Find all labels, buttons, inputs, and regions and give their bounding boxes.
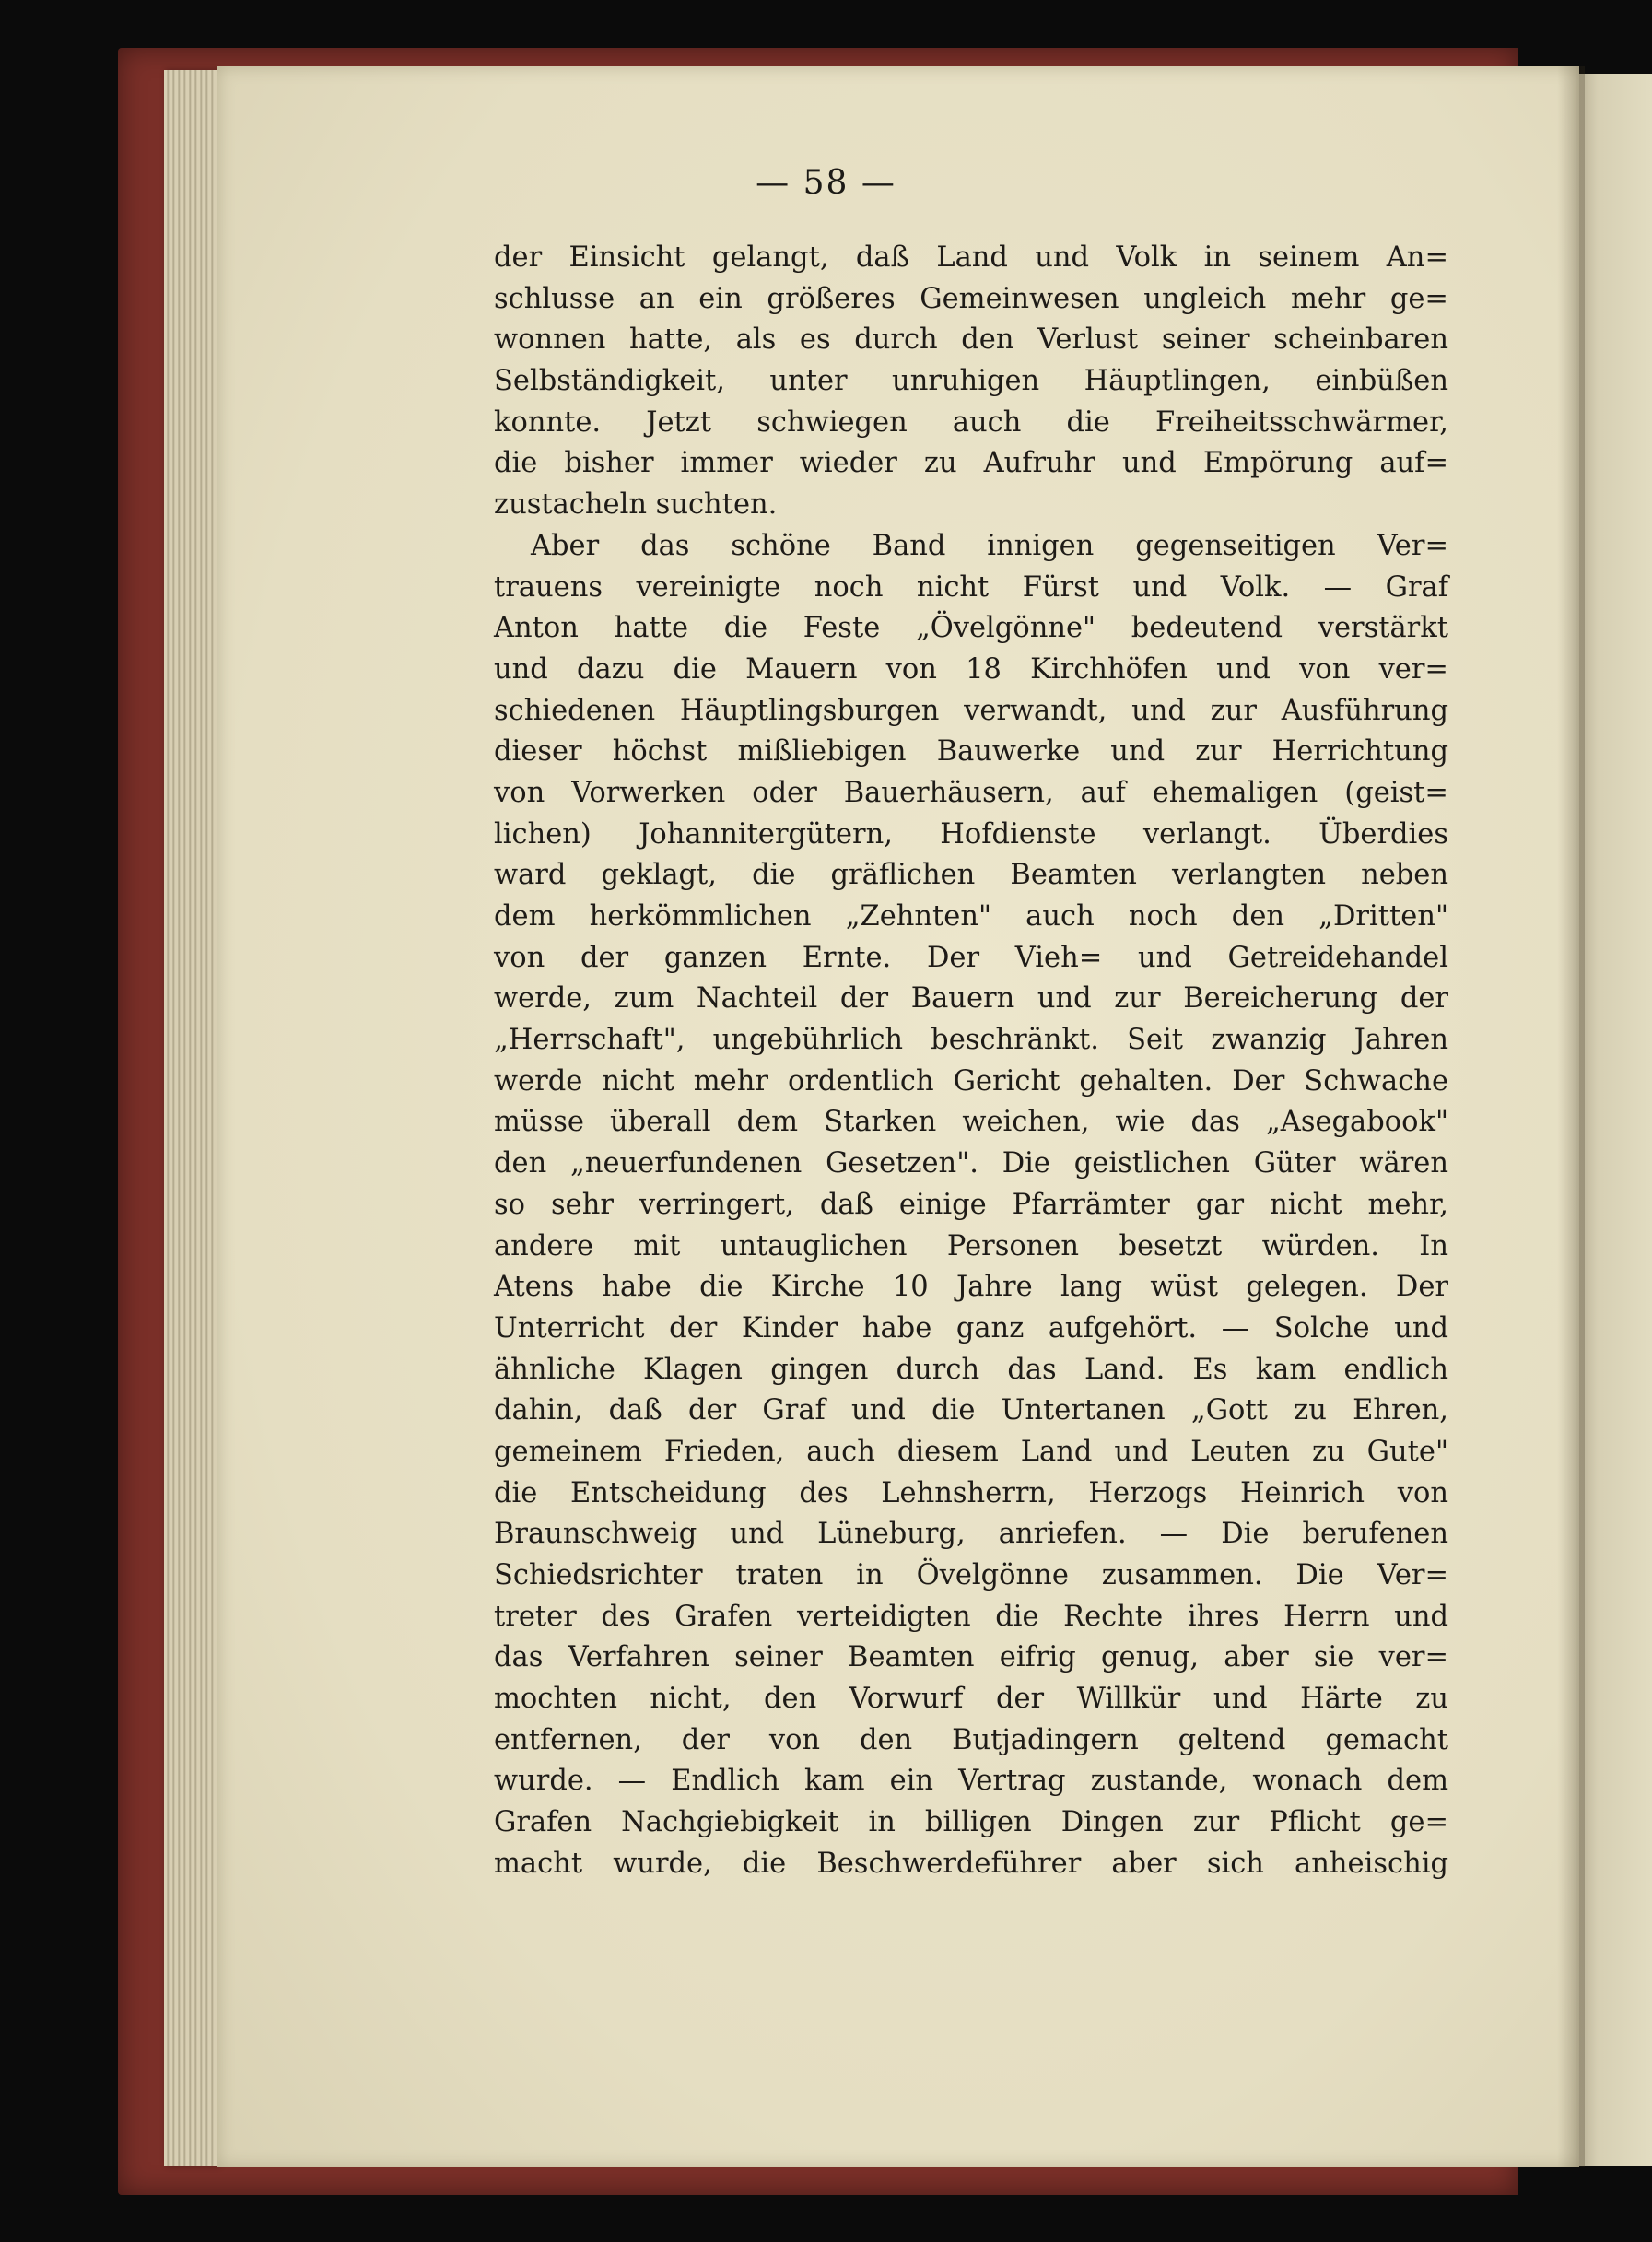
text-line: schlusse an ein größeres Gemeinwesen ungleich mehr ge= [494, 282, 1448, 315]
text-line: mochten nicht, den Vorwurf der Willkür und Härte zu [494, 1683, 1448, 1716]
text-line: ähnliche Klagen gingen durch das Land. Es kam endlich [494, 1353, 1448, 1386]
text-line: macht wurde, die Beschwerdeführer aber sich anheischig [494, 1847, 1448, 1880]
page-edges [164, 70, 219, 2166]
text-line: der Einsicht gelangt, daß Land und Volk in seinem An= [494, 241, 1448, 274]
body-text [494, 238, 1448, 1885]
text-line: dahin, daß der Graf und die Untertanen „Gott zu Ehren, [494, 1394, 1448, 1427]
text-line: trauens vereinigte noch nicht Fürst und Volk. — Graf [494, 570, 1448, 604]
text-line: wonnen hatte, als es durch den Verlust seiner scheinbaren [494, 323, 1448, 357]
text-line: den „neuerfundenen Gesetzen". Die geistlichen Güter wären [494, 1147, 1448, 1180]
text-line: dieser höchst mißliebigen Bauwerke und zur Herrichtung [494, 735, 1448, 769]
text-line: Schiedsrichter traten in Övelgönne zusammen. Die Ver= [494, 1559, 1448, 1591]
text-line: Selbständigkeit, unter unruhigen Häuptlingen, einbüßen [494, 365, 1448, 398]
text-line: zustacheln suchten. [494, 488, 778, 522]
text-line: Grafen Nachgiebigkeit in billigen Dingen zur Pflicht ge= [494, 1806, 1448, 1839]
text-line: Anton hatte die Feste „Övelgönne" bedeutend verstärkt [494, 612, 1448, 645]
text-line: die Entscheidung des Lehnsherrn, Herzogs Heinrich von [494, 1476, 1448, 1509]
text-line: andere mit untauglichen Personen besetzt würden. In [494, 1229, 1448, 1262]
text-line: die bisher immer wieder zu Aufruhr und Empörung auf= [494, 447, 1448, 480]
text-line: Braunschweig und Lüneburg, anriefen. — Die berufenen [494, 1518, 1448, 1551]
text-line: müsse überall dem Starken weichen, wie das „Asegabook" [494, 1106, 1448, 1139]
text-line: wurde. — Endlich kam ein Vertrag zustande, wonach dem [494, 1765, 1448, 1798]
text-line: „Herrschaft", ungebührlich beschränkt. Seit zwanzig Jahren [494, 1024, 1448, 1057]
text-line: dem herkömmlichen „Zehnten" auch noch den „Dritten" [494, 900, 1448, 933]
facing-page-edge [1579, 74, 1652, 2166]
text-line: gemeinem Frieden, auch diesem Land und Leuten zu Gute" [494, 1435, 1448, 1468]
text-line: von der ganzen Ernte. Der Vieh= und Getreidehandel [494, 941, 1448, 974]
text-line: von Vorwerken oder Bauerhäusern, auf ehemaligen (geist= [494, 776, 1448, 809]
text-line: konnte. Jetzt schwiegen auch die Freiheitsschwärmer, [494, 405, 1448, 439]
text-line: Aber das schöne Band innigen gegenseitigen Ver= [531, 529, 1448, 562]
text-line: lichen) Johannitergütern, Hofdienste verlangt. Überdies [494, 817, 1448, 851]
text-line: das Verfahren seiner Beamten eifrig genug, aber sie ver= [494, 1641, 1448, 1674]
text-line: treter des Grafen verteidigten die Rechte ihres Herrn und [494, 1600, 1448, 1633]
text-line: Unterricht der Kinder habe ganz aufgehört. — Solche und [494, 1311, 1448, 1344]
text-line: schiedenen Häuptlingsburgen verwandt, und zur Ausführung [494, 694, 1448, 727]
gutter-shadow [1557, 66, 1585, 2167]
text-line: werde nicht mehr ordentlich Gericht gehalten. Der Schwache [494, 1064, 1448, 1098]
text-line: werde, zum Nachteil der Bauern und zur Bereicherung der [494, 982, 1448, 1015]
text-line: Atens habe die Kirche 10 Jahre lang wüst gelegen. Der [494, 1271, 1448, 1304]
text-line: so sehr verringert, daß einige Pfarrämter gar nicht mehr, [494, 1188, 1448, 1221]
page-number: — 58 — [756, 164, 896, 202]
text-line: und dazu die Mauern von 18 Kirchhöfen und von ver= [494, 652, 1448, 686]
text-line: entfernen, der von den Butjadingern geltend gemacht [494, 1723, 1448, 1756]
text-line: ward geklagt, die gräflichen Beamten verlangten neben [494, 859, 1448, 892]
